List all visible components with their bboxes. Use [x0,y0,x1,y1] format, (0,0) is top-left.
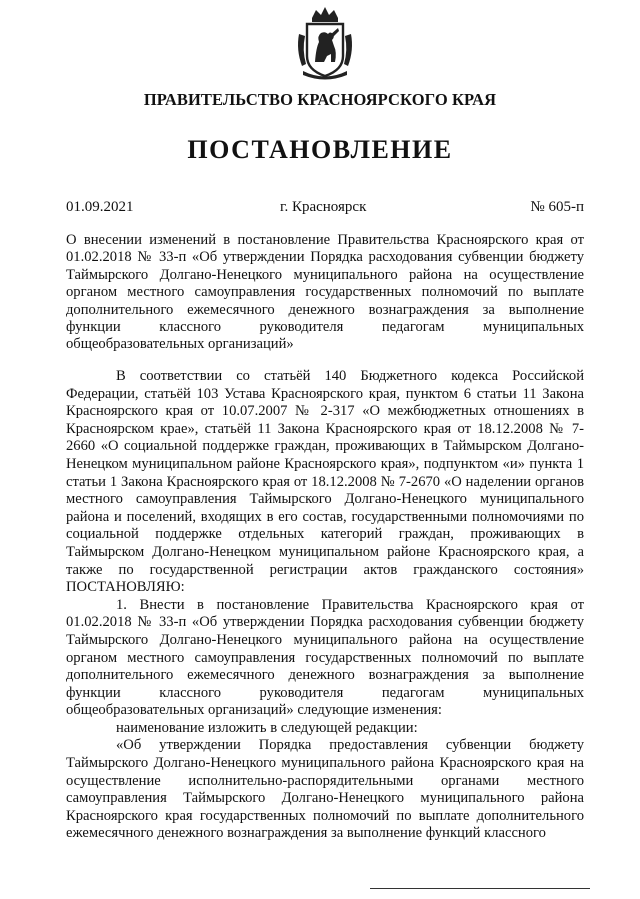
document-city: г. Красноярск [280,199,367,215]
paragraph: В соответствии со статьёй 140 Бюджетного кодекса Российской Федерации, статьёй 103 Устава Красноярского края, пунктом 6 статьи 11 Закона Красноярского края от 10.07.2007 № 2-317 «О межбюджетных отношениях в Красноярском крае», статьёй 11 Закона Красноярского края от 18.12.2008 № 7-2660 «О социальной поддержке граждан, проживающих в Таймырском Долгано-Ненецком муниципальном районе Красноярского края», подпунктом «и» пункта 1 статьи 1 Закона Красноярского края от 18.12.2008 № 7-2670 «О наделении органов местного самоуправления Таймырского Долгано-Ненецкого муниципального района и поселений, входящих в его состав, государственными полномочиями по социальной поддержке отдельных категорий граждан, проживающих в Таймырском Долгано-Ненецком муниципальном районе Красноярского края, а также по государственной регистрации актов гражданского состояния» ПОСТАНОВЛЯЮ: [66,368,584,596]
document-number: № 605-п [530,199,584,215]
paragraph: 1. Внести в постановление Правительства Красноярского края от 01.02.2018 № 33-п «Об утверждении Порядка расходования субвенции бюджету Таймырского Долгано-Ненецкого муниципального района на осуществление органом местного самоуправления государственных полномочий по выплате дополнительного ежемесячного денежного вознаграждения за выполнение функции классного руководителя педагогам муниципальных общеобразовательных организаций» следующие изменения: [66,596,584,719]
coat-of-arms-icon [294,4,356,80]
document-title: О внесении изменений в постановление Правительства Красноярского края от 01.02.2018 № 33-п «Об утверждении Порядка расходования субвенции бюджету Таймырского Долгано-Ненецкого муниципального района на осуществление органом местного самоуправления государственных полномочий по выплате дополнительного ежемесячного денежного вознаграждения за выполнение функции классного руководителя педагогам муниципальных общеобразовательных организаций» [66,232,584,353]
footer-divider [370,888,590,889]
document-date: 01.09.2021 [66,199,134,215]
paragraph: «Об утверждении Порядка предоставления субвенции бюджету Таймырского Долгано-Ненецкого муниципального района Красноярского края на осуществление исполнительно-распорядительными органами местного самоуправления Таймырского Долгано-Ненецкого муниципального района Красноярского края государственных полномочий по выплате дополнительного ежемесячного денежного вознаграждения за выполнение функций классного [66,737,584,842]
document-type: ПОСТАНОВЛЕНИЕ [187,135,453,164]
paragraph: наименование изложить в следующей редакции: [116,719,418,736]
organization-name: ПРАВИТЕЛЬСТВО КРАСНОЯРСКОГО КРАЯ [143,90,497,109]
document-body [66,368,584,843]
